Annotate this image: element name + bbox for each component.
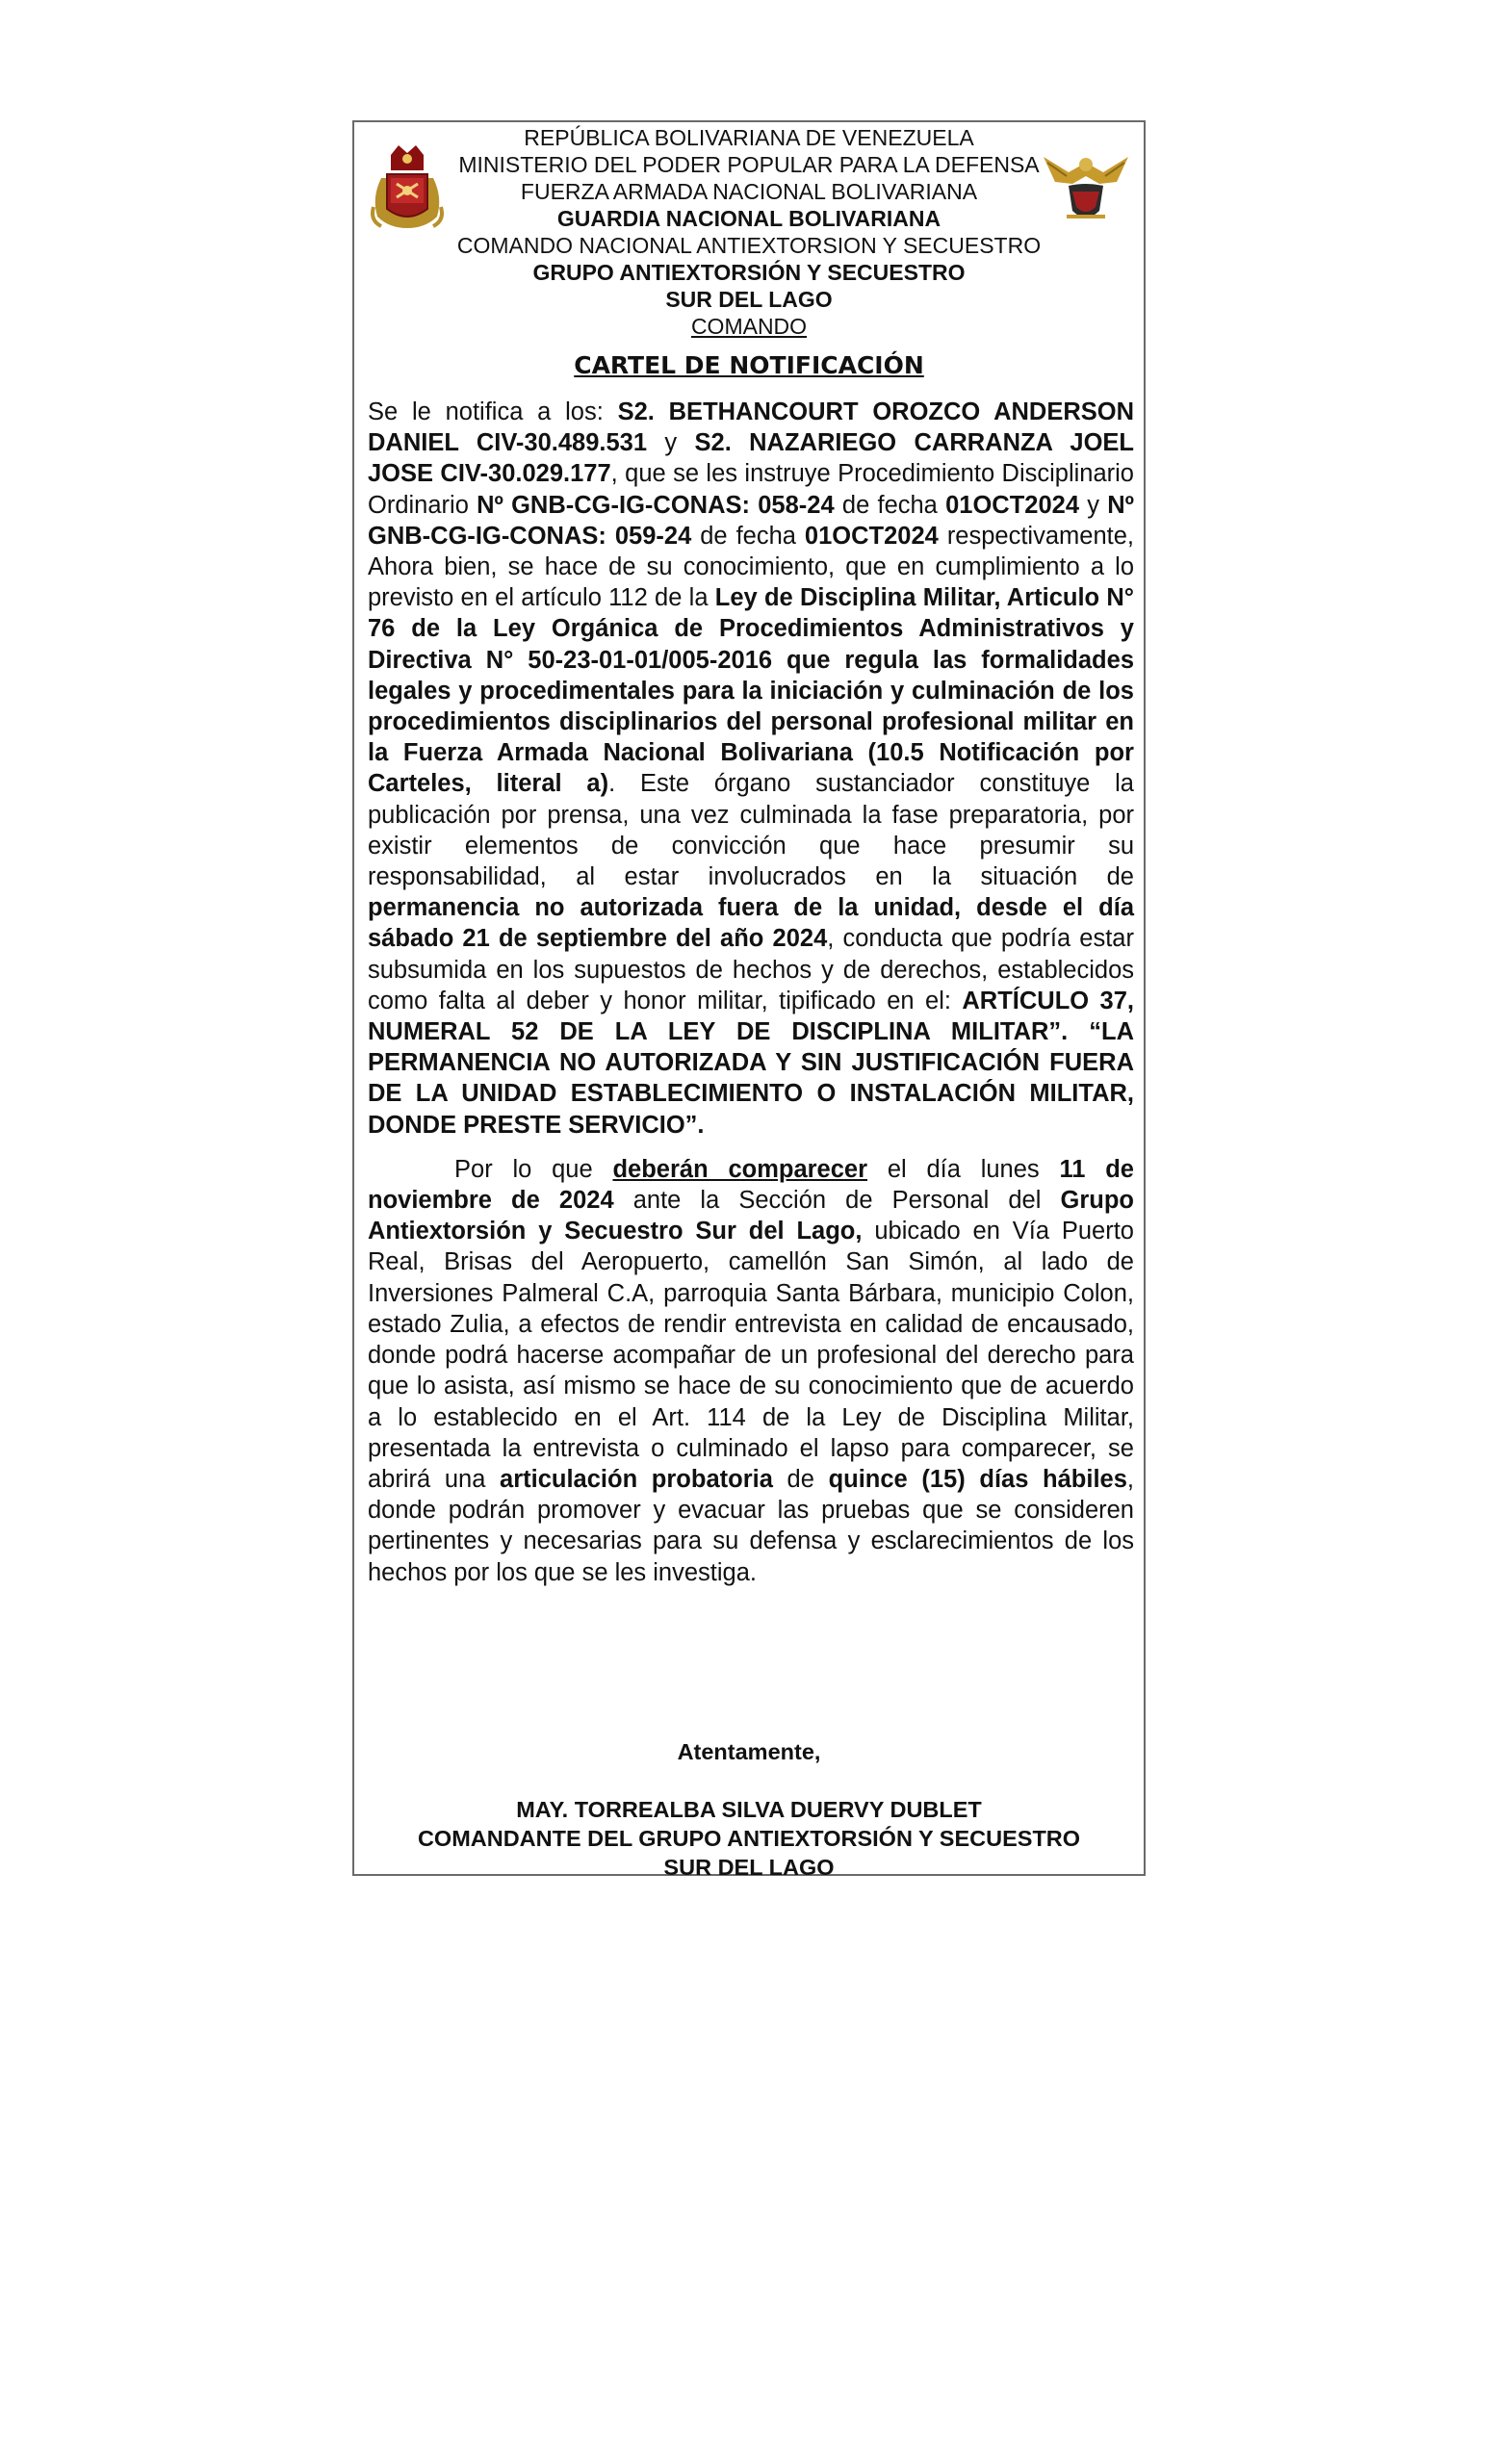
signer-name: MAY. TORREALBA SILVA DUERVY DUBLET: [516, 1797, 982, 1822]
header-line-republic: REPÚBLICA BOLIVARIANA DE VENEZUELA: [524, 125, 974, 150]
paragraph-summons: Por lo que deberán comparecer el día lunes 11 de noviembre de 2024 ante la Sección de Personal del Grupo Antiextorsión y Secuestro Sur del Lago, ubicado en Vía Puerto Real, Brisas del Aeropuerto, camellón San Simón, al lado de Inversiones Palmeral C.A, parroquia Santa Bárbara, municipio Colon, estado Zulia, a efectos de rendir entrevista en calidad de encausado, donde podrá hacerse acompañar de un profesional del derecho para que lo asista, así mismo se hace de su conocimiento que de acuerdo a lo establecido en el Art. 114 de la Ley de Disciplina Militar, presentada la entrevista o culminado el lapso para comparecer, se abrirá una articulación probatoria de quince (15) días hábiles, donde podrán promover y evacuar las pruebas que se consideren pertinentes y necesarias para su defensa y esclarecimientos de los hechos por los que se les investiga.: [368, 1155, 1134, 1586]
header-line-command: COMANDO: [690, 314, 808, 339]
signer-title-region: SUR DEL LAGO: [663, 1855, 835, 1880]
notification-notice: [352, 120, 1146, 1880]
header-line-national-command: COMANDO NACIONAL ANTIEXTORSION Y SECUESTRO: [456, 233, 1042, 258]
signer-title: COMANDANTE DEL GRUPO ANTIEXTORSIÓN Y SECUESTRO: [417, 1826, 1081, 1851]
header-line-group: GRUPO ANTIEXTORSIÓN Y SECUESTRO: [532, 260, 966, 285]
salutation: Atentamente,: [677, 1739, 821, 1764]
header-line-guard: GUARDIA NACIONAL BOLIVARIANA: [556, 206, 941, 231]
page-title: CARTEL DE NOTIFICACIÓN: [574, 351, 924, 379]
header-line-ministry: MINISTERIO DEL PODER POPULAR PARA LA DEFENSA: [458, 152, 1040, 177]
header-line-armed-forces: FUERZA ARMADA NACIONAL BOLIVARIANA: [520, 179, 978, 204]
header-line-region: SUR DEL LAGO: [665, 287, 833, 312]
notice-body: [368, 397, 1134, 1588]
paragraph-notification: Se le notifica a los: S2. BETHANCOURT OROZCO ANDERSON DANIEL CIV-30.489.531 y S2. NAZARIEGO CARRANZA JOEL JOSE CIV-30.029.177, que se les instruye Procedimiento Disciplinario Ordinario Nº GNB-CG-IG-CONAS: 058-24 de fecha 01OCT2024 y Nº GNB-CG-IG-CONAS: 059-24 de fecha 01OCT2024 respectivamente, Ahora bien, se hace de su conocimiento, que en cumplimiento a lo previsto en el artículo 112 de la Ley de Disciplina Militar, Articulo N° 76 de la Ley Orgánica de Procedimientos Administrativos y Directiva N° 50-23-01-01/005-2016 que regula las formalidades legales y procedimentales para la iniciación y culminación de los procedimientos disciplinarios del personal profesional militar en la Fuerza Armada Nacional Bolivariana (10.5 Notificación por Carteles, literal a). Este órgano sustanciador constituye la publicación por prensa, una vez culminada la fase preparatoria, por existir elementos de convicción que hace presumir su responsabilidad, al estar involucrados en la situación de permanencia no autorizada fuera de la unidad, desde el día sábado 21 de septiembre del año 2024, conducta que podría estar subsumida en los supuestos de hechos y de derechos, establecidos como falta al deber y honor militar, tipificado en el: ARTÍCULO 37, NUMERAL 52 DE LA LEY DE DISCIPLINA MILITAR”. “LA PERMANENCIA NO AUTORIZADA Y SIN JUSTIFICACIÓN FUERA DE LA UNIDAD ESTABLECIMIENTO O INSTALACIÓN MILITAR, DONDE PRESTE SERVICIO”.: [368, 398, 1134, 1139]
